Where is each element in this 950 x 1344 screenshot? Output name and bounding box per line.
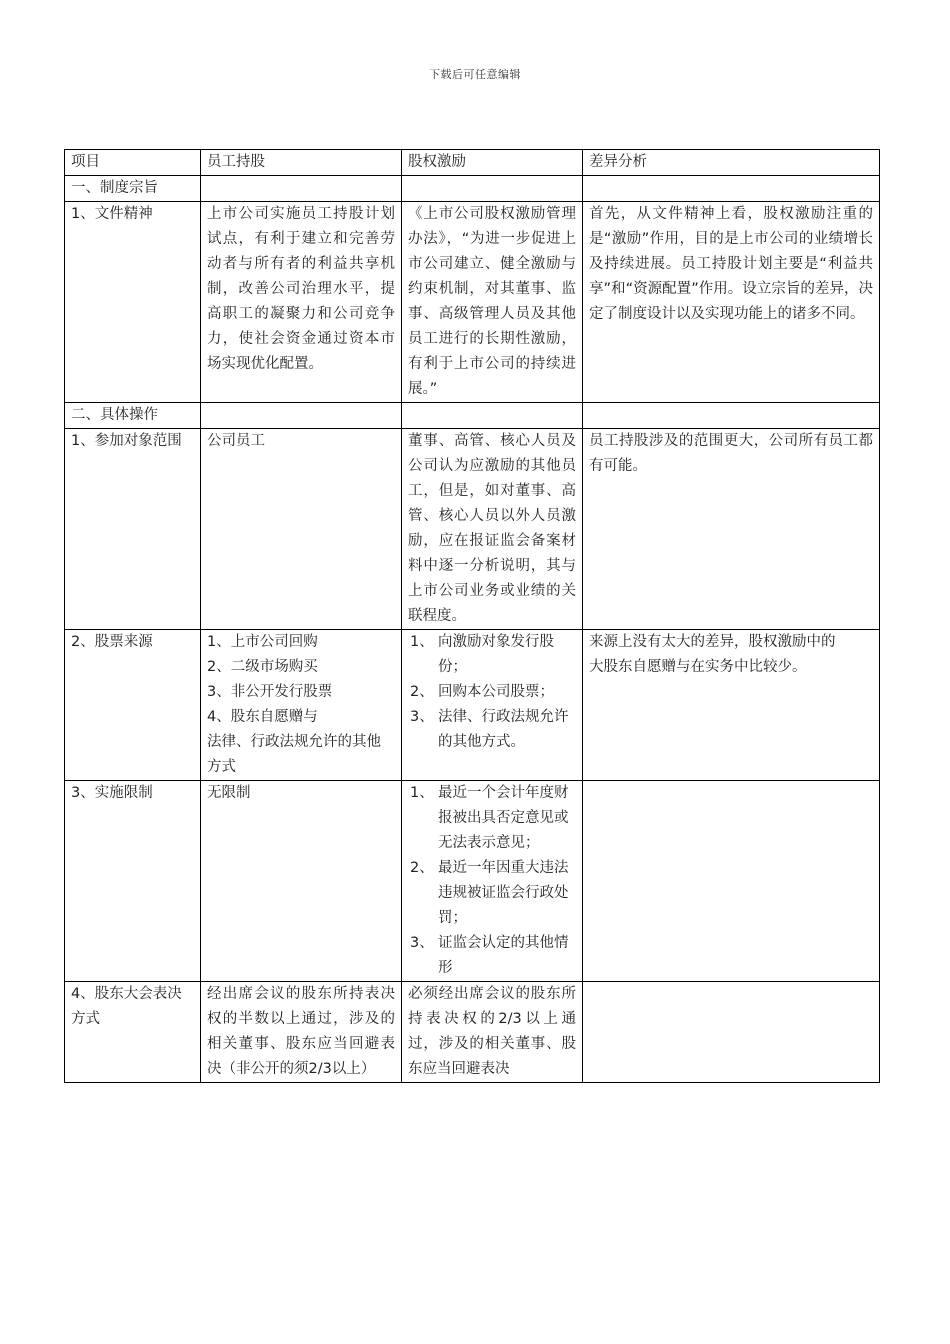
table-row-participants [65, 429, 880, 630]
empty-cell [201, 176, 402, 202]
list-number: 2、 [410, 860, 434, 876]
difference-cell [583, 982, 880, 1083]
row-item-label: 3、实施限制 [65, 781, 201, 982]
row-item-label: 1、参加对象范围 [65, 429, 201, 630]
empty-cell [201, 403, 402, 429]
section-row-purpose [65, 176, 880, 202]
empty-cell [583, 176, 880, 202]
esop-cell [201, 630, 402, 781]
row-item-label: 4、股东大会表决方式 [65, 982, 201, 1083]
list-number: 1、 [410, 634, 434, 650]
list-text: 向激励对象发行股份； [438, 634, 554, 675]
difference-cell [583, 630, 880, 781]
list-text: 证监会认定的其他情形 [438, 935, 569, 976]
column-header-item: 项目 [65, 150, 201, 176]
table-row-document-spirit [65, 202, 880, 403]
source-line: 4、股东自愿赠与 [207, 709, 318, 725]
list-text: 回购本公司股票； [438, 684, 554, 700]
numbered-list [408, 781, 576, 981]
table-row-stock-source [65, 630, 880, 781]
table-row-voting-method [65, 982, 880, 1083]
table-header-row [65, 150, 880, 176]
equity-cell: 《上市公司股权激励管理办法》，“为进一步促进上市公司建立、健全激励与约束机制，对其董事、监事、高级管理人员及其他员工进行的长期性激励，有利于上市公司的持续进展。” [402, 202, 583, 403]
column-header-equity-incentive: 股权激励 [402, 150, 583, 176]
list-item [408, 680, 576, 705]
list-text: 最近一个会计年度财报被出具否定意见或无法表示意见； [438, 785, 569, 851]
list-number: 3、 [410, 935, 434, 951]
column-header-difference: 差异分析 [583, 150, 880, 176]
numbered-list [408, 630, 576, 755]
row-item-label: 1、文件精神 [65, 202, 201, 403]
section-title-operation: 二、具体操作 [65, 403, 201, 429]
difference-cell [583, 781, 880, 982]
difference-cell: 员工持股涉及的范围更大，公司所有员工都有可能。 [583, 429, 880, 630]
table-row-restrictions [65, 781, 880, 982]
list-item [408, 931, 576, 981]
empty-cell [402, 176, 583, 202]
esop-cell: 无限制 [201, 781, 402, 982]
equity-cell [402, 630, 583, 781]
esop-cell: 上市公司实施员工持股计划试点，有利于建立和完善劳动者与所有者的利益共享机制，改善公司治理水平，提高职工的凝聚力和公司竞争力，使社会资金通过资本市场实现优化配置。 [201, 202, 402, 403]
source-line: 1、上市公司回购 [207, 634, 318, 650]
list-item [408, 705, 576, 755]
source-line: 3、非公开发行股票 [207, 684, 333, 700]
page-header-note: 下载后可任意编辑 [429, 68, 521, 81]
esop-cell: 公司员工 [201, 429, 402, 630]
equity-cell: 必须经出席会议的股东所持表决权的2/3以上通过，涉及的相关董事、股东应当回避表决 [402, 982, 583, 1083]
source-line: 法律、行政法规允许的其他方式 [207, 734, 381, 775]
section-title-purpose: 一、制度宗旨 [65, 176, 201, 202]
difference-line: 大股东自愿赠与在实务中比较少。 [589, 659, 807, 675]
row-item-label: 2、股票来源 [65, 630, 201, 781]
list-text: 法律、行政法规允许的其他方式。 [438, 709, 569, 750]
list-number: 2、 [410, 684, 434, 700]
empty-cell [583, 403, 880, 429]
list-item [408, 781, 576, 856]
column-header-esop: 员工持股 [201, 150, 402, 176]
list-item [408, 856, 576, 931]
list-number: 1、 [410, 785, 434, 801]
list-text: 最近一年因重大违法违规被证监会行政处罚； [438, 860, 569, 926]
difference-line: 来源上没有太大的差异，股权激励中的 [589, 634, 836, 650]
equity-cell [402, 781, 583, 982]
source-line: 2、二级市场购买 [207, 659, 318, 675]
equity-cell: 董事、高管、核心人员及公司认为应激励的其他员工，但是，如对董事、高管、核心人员以外人员激励，应在报证监会备案材料中逐一分析说明，其与上市公司业务或业绩的关联程度。 [402, 429, 583, 630]
empty-cell [402, 403, 583, 429]
section-row-operation [65, 403, 880, 429]
list-number: 3、 [410, 709, 434, 725]
list-item [408, 630, 576, 680]
comparison-table [64, 149, 880, 1083]
difference-cell: 首先，从文件精神上看，股权激励注重的是“激励”作用，目的是上市公司的业绩增长及持续进展。员工持股计划主要是“利益共享”和“资源配置”作用。设立宗旨的差异，决定了制度设计以及实现功能上的诸多不同。 [583, 202, 880, 403]
esop-cell: 经出席会议的股东所持表决权的半数以上通过，涉及的相关董事、股东应当回避表决（非公开的须2/3以上） [201, 982, 402, 1083]
